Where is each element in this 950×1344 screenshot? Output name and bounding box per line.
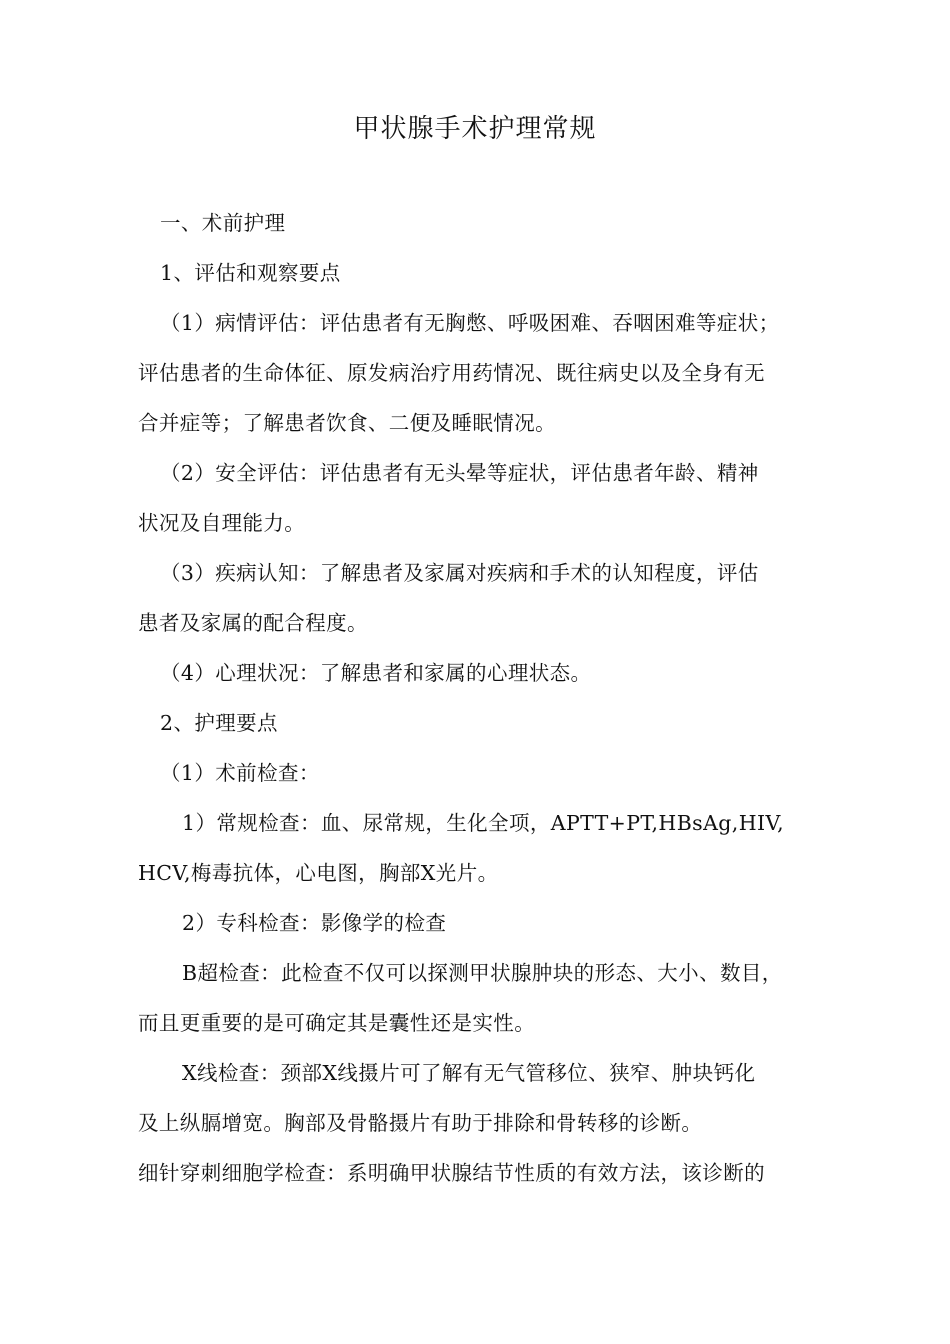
paragraph-line: HCV,梅毒抗体，心电图，胸部X光片。 — [138, 861, 499, 885]
paragraph-line: 及上纵膈增宽。胸部及骨骼摄片有助于排除和骨转移的诊断。 — [138, 1111, 703, 1135]
paragraph-line: 而且更重要的是可确定其是囊性还是实性。 — [138, 1011, 536, 1035]
paragraph-line: （3）疾病认知：了解患者及家属对疾病和手术的认知程度，评估 — [160, 561, 759, 585]
document-title: 甲状腺手术护理常规 — [353, 114, 597, 144]
paragraph-line: （2）安全评估：评估患者有无头晕等症状，评估患者年龄、精神 — [160, 461, 759, 485]
paragraph-line: 患者及家属的配合程度。 — [138, 611, 368, 635]
paragraph-line: B超检查：此检查不仅可以探测甲状腺肿块的形态、大小、数目， — [182, 961, 783, 985]
paragraph-line: X线检查：颈部X线摄片可了解有无气管移位、狭窄、肿块钙化 — [182, 1061, 756, 1085]
paragraph-line: （1）病情评估：评估患者有无胸憋、呼吸困难、吞咽困难等症状； — [160, 311, 780, 335]
paragraph-line: 细针穿刺细胞学检查：系明确甲状腺结节性质的有效方法，该诊断的 — [138, 1161, 765, 1185]
section-heading: 一、术前护理 — [160, 211, 286, 235]
paragraph-line: 合并症等；了解患者饮食、二便及睡眠情况。 — [138, 411, 556, 435]
paragraph-line: 状况及自理能力。 — [138, 511, 306, 535]
paragraph-line: 2）专科检查：影像学的检查 — [182, 911, 447, 935]
paragraph-line: （4）心理状况：了解患者和家属的心理状态。 — [160, 661, 592, 685]
paragraph-line: （1）术前检查： — [160, 761, 320, 785]
paragraph-line: 1）常规检查：血、尿常规，生化全项，APTT+PT,HBsAg,HIV, — [182, 811, 785, 835]
paragraph-line: 评估患者的生命体征、原发病治疗用药情况、既往病史以及全身有无 — [138, 361, 765, 385]
subsection-heading: 2、护理要点 — [160, 711, 278, 735]
subsection-heading: 1、评估和观察要点 — [160, 261, 341, 285]
